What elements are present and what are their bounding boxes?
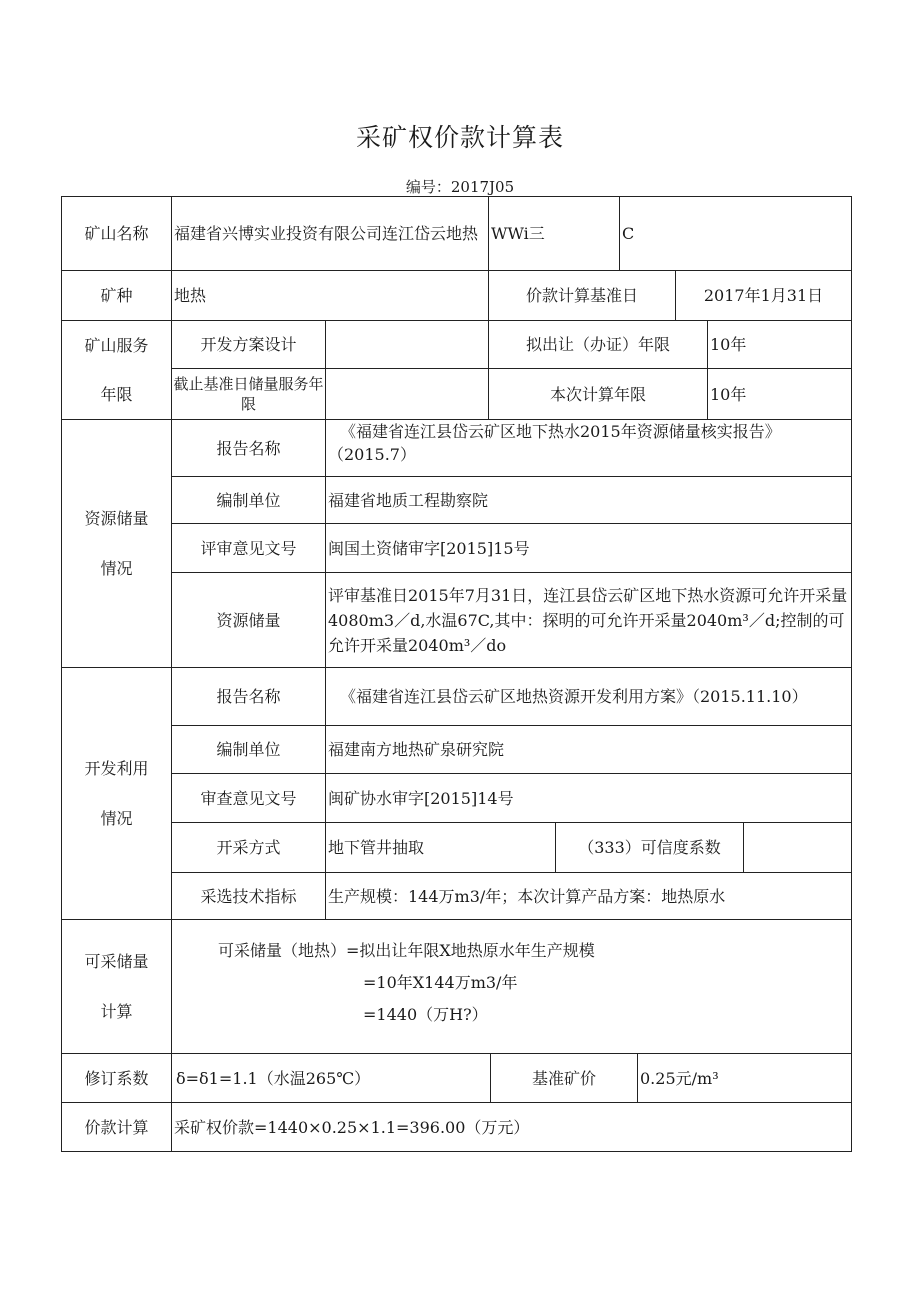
reserve-service-label: 截止基准日储量服务年限 <box>173 375 324 413</box>
recoverable-formula: =1440（万H?） <box>363 1005 488 1024</box>
calc-years-value: 10年 <box>710 384 747 404</box>
resource-reserve-value: 评审基准日2015年7月31日，连江县岱云矿区地下热水资源可允许开采量4080m3／d,水温67C,其中：探明的可允许开采量2040m³／d;控制的可允许开采量2040m³／do <box>328 585 848 655</box>
coefficient-label: 修订系数 <box>84 1068 149 1088</box>
rule <box>851 196 852 1152</box>
development-report-value: 《福建省连江县岱云矿区地热资源开发利用方案》（2015.11.10） <box>340 687 808 706</box>
recoverable-label-line: 可采储量 <box>84 951 149 971</box>
mine-name-extra: C <box>622 224 635 243</box>
resource-section-label-line: 情况 <box>100 558 133 578</box>
reserve-service-value <box>326 369 488 419</box>
price-calc-value: 采矿权价款=1440×0.25×1.1=396.00（万元） <box>174 1117 530 1137</box>
price-table <box>61 196 852 1152</box>
rule <box>61 919 852 920</box>
mineral-value: 地热 <box>174 286 207 305</box>
base-price-value: 0.25元/m³ <box>640 1068 719 1088</box>
base-date-value: 2017年1月31日 <box>703 286 824 305</box>
calc-years-label: 本次计算年限 <box>549 384 646 404</box>
base-date-label: 价款计算基准日 <box>525 286 638 305</box>
credibility-label: （333）可信度系数 <box>578 838 721 857</box>
transfer-years-value: 10年 <box>710 335 747 354</box>
development-unit-value: 福建南方地热矿泉研究院 <box>328 740 505 759</box>
base-price-label: 基准矿价 <box>531 1068 596 1088</box>
development-report-label: 报告名称 <box>216 687 281 706</box>
rule <box>61 1151 852 1152</box>
resource-report-date: （2015.7） <box>328 445 416 464</box>
mine-name-label: 矿山名称 <box>84 224 149 243</box>
coefficient-value: δ=δ1=1.1（水温265℃） <box>176 1068 371 1088</box>
recoverable-label <box>62 920 171 1053</box>
development-section-label-line: 开发利用 <box>84 758 149 778</box>
resource-review-value: 闽国土资储审字[2015]15号 <box>328 538 530 558</box>
mining-method-label: 开采方式 <box>216 838 281 857</box>
resource-review-label: 评审意见文号 <box>200 538 297 558</box>
tech-index-value: 生产规模：144万m3/年；本次计算产品方案：地热原水 <box>328 886 726 906</box>
resource-reserve-label: 资源储量 <box>216 610 281 630</box>
recoverable-label-line: 计算 <box>100 1001 133 1021</box>
service-years-label <box>62 321 171 419</box>
resource-report-title: 《福建省连江县岱云矿区地下热水2015年资源储量核实报告》 <box>340 422 781 441</box>
mine-name-value: 福建省兴博实业投资有限公司连江岱云地热 <box>174 224 479 243</box>
development-section-label-line: 情况 <box>100 808 133 828</box>
development-review-label: 审查意见文号 <box>200 788 297 808</box>
resource-section-label-line: 资源储量 <box>84 508 149 528</box>
transfer-years-label: 拟出让（办证）年限 <box>525 335 670 354</box>
recoverable-formula: =10年X144万m3/年 <box>363 973 518 992</box>
plan-design-value <box>326 321 488 368</box>
tech-index-label: 采选技术指标 <box>200 886 297 906</box>
mineral-label: 矿种 <box>100 286 133 305</box>
service-years-label-line: 矿山服务 <box>84 336 149 355</box>
development-section-label <box>62 668 171 919</box>
resource-unit-value: 福建省地质工程勘察院 <box>328 490 489 510</box>
resource-report-value <box>326 420 851 476</box>
service-years-label-line: 年限 <box>100 385 133 404</box>
development-unit-label: 编制单位 <box>216 740 281 759</box>
document-code: 编号：2017J05 <box>405 178 515 196</box>
price-calc-label: 价款计算 <box>84 1117 149 1137</box>
development-review-value: 闽矿协水审字[2015]14号 <box>328 788 514 808</box>
plan-design-label: 开发方案设计 <box>200 335 297 354</box>
recoverable-formula: 可采储量（地热）=拟出让年限X地热原水年生产规模 <box>218 941 595 960</box>
resource-section-label <box>62 420 171 667</box>
page-title: 采矿权价款计算表 <box>355 123 564 152</box>
resource-report-label: 报告名称 <box>216 438 281 458</box>
mine-name-extra: WWi三 <box>491 224 545 243</box>
credibility-value <box>744 823 851 872</box>
mining-method-value: 地下管井抽取 <box>328 838 425 857</box>
resource-unit-label: 编制单位 <box>216 490 281 510</box>
